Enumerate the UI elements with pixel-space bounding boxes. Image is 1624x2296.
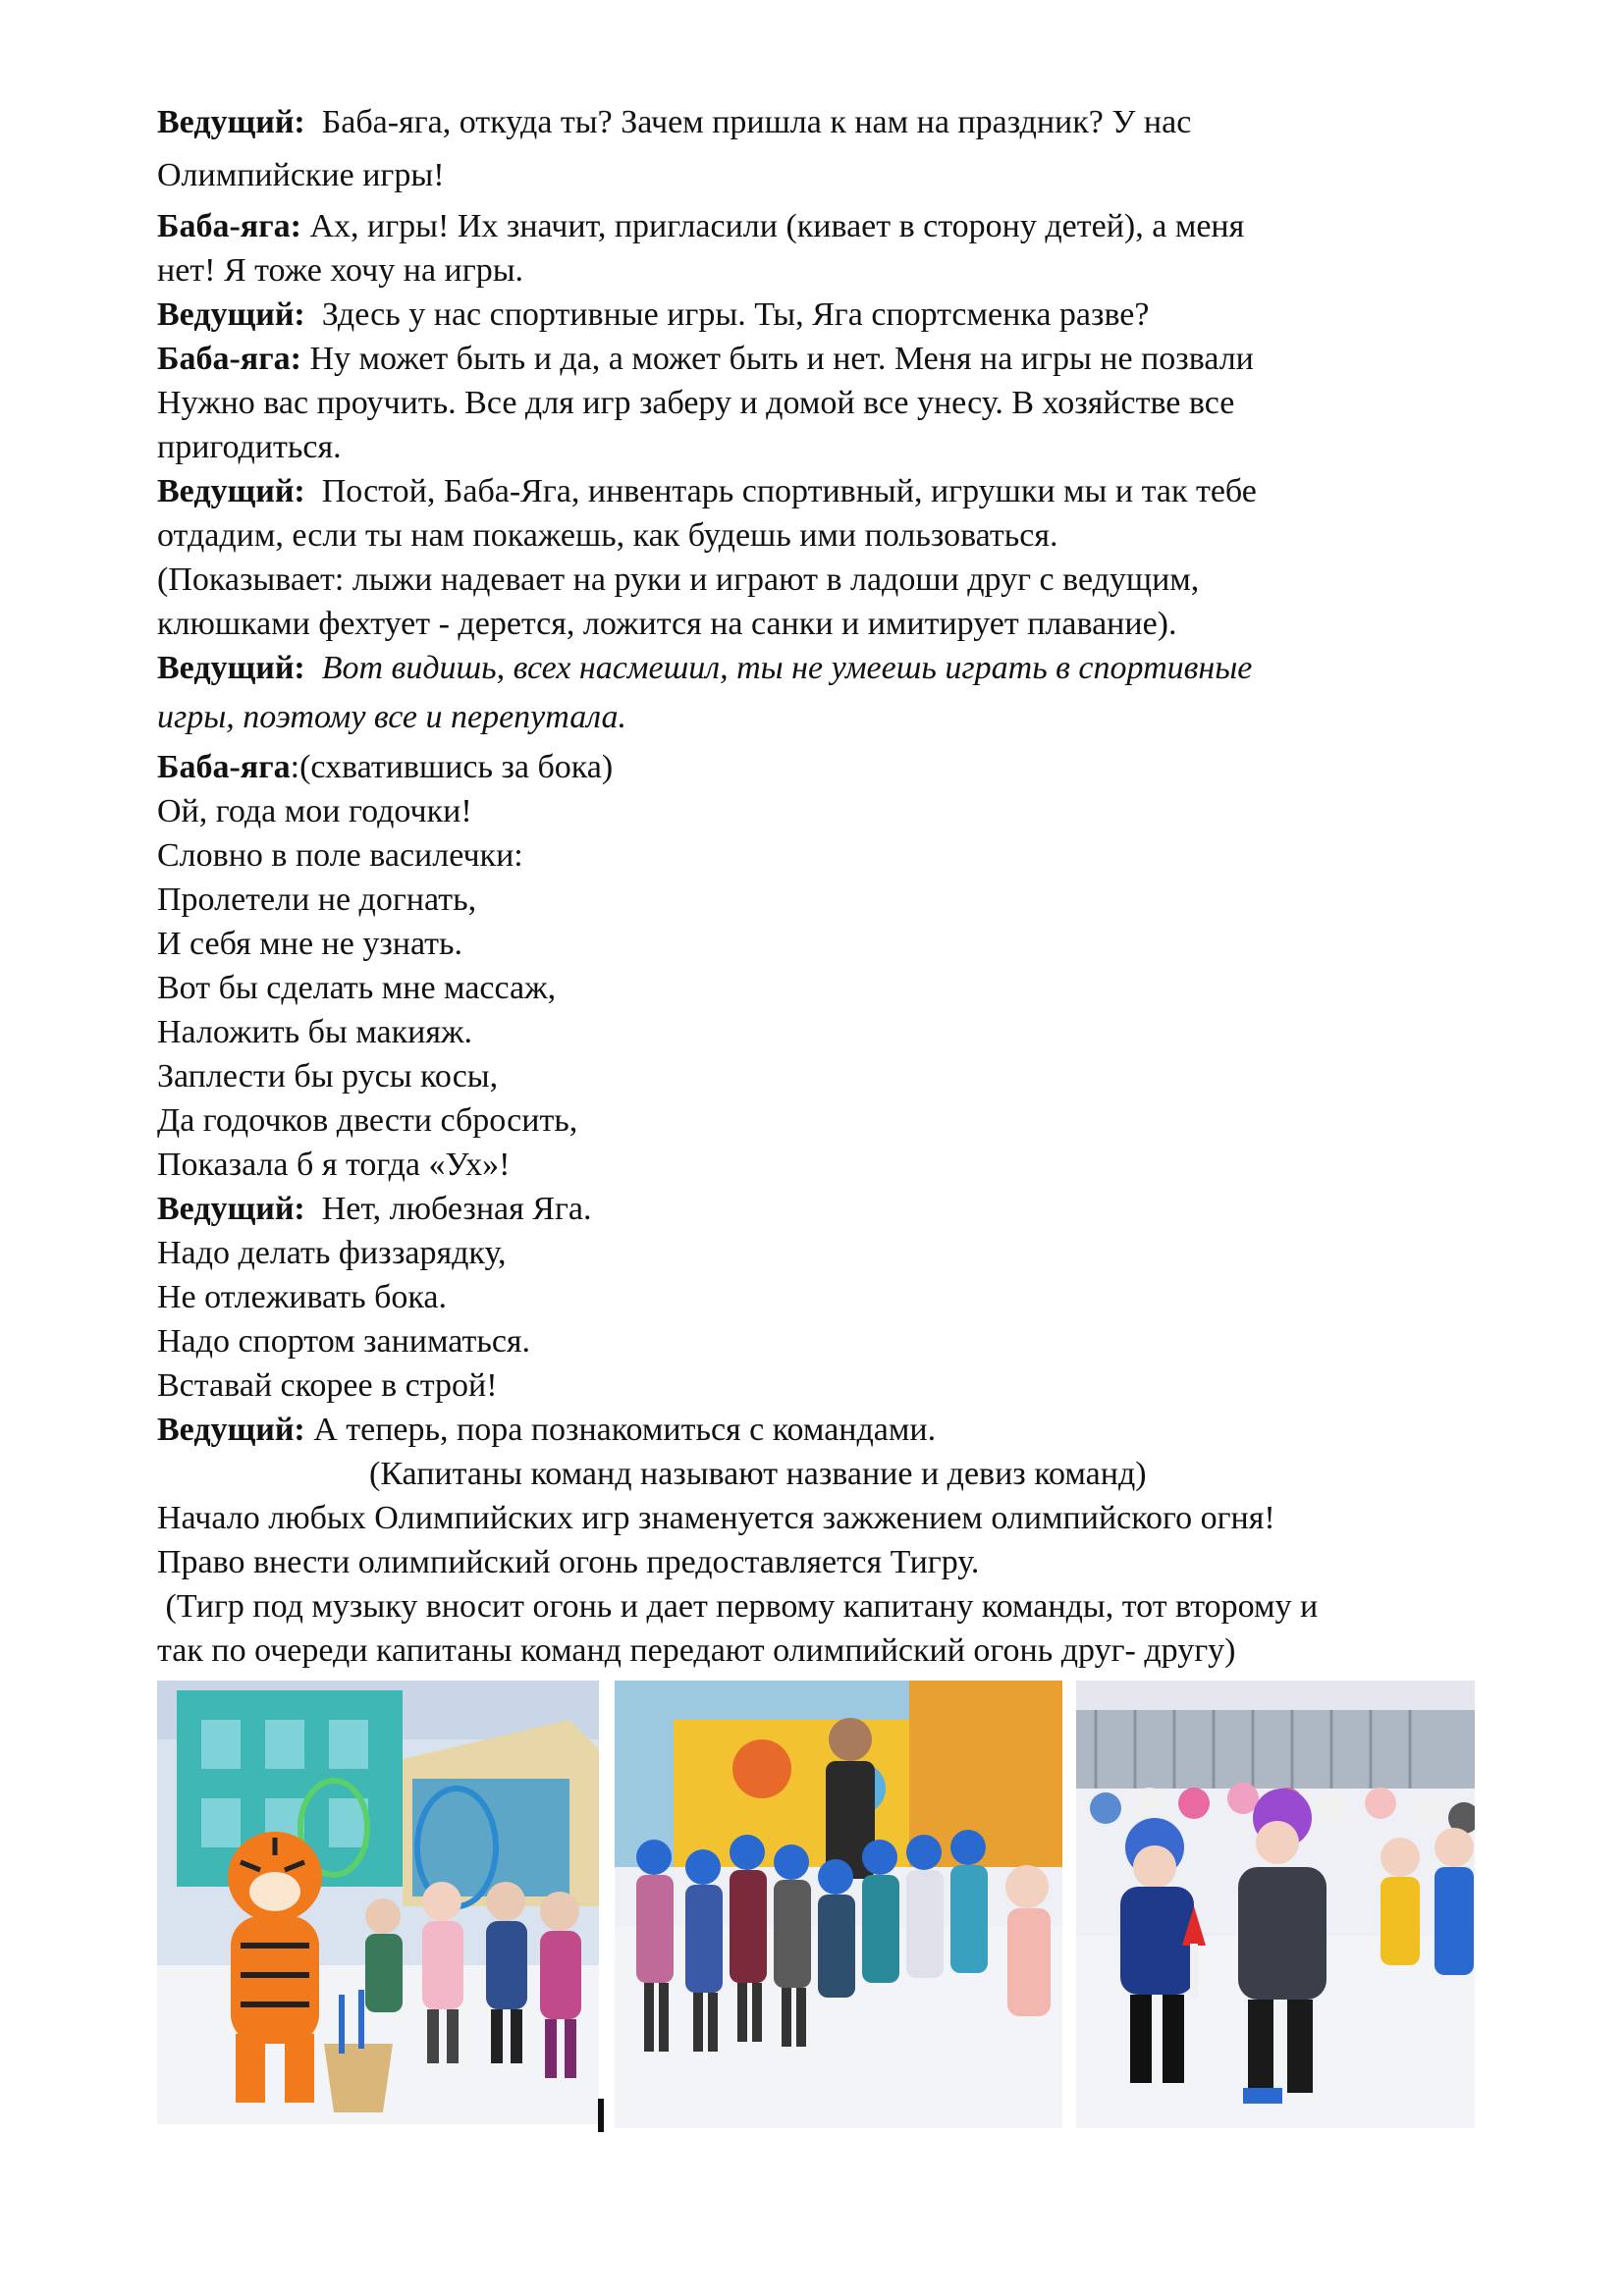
poem-line: Словно в поле василечки: bbox=[157, 837, 523, 874]
torch-passing-photo bbox=[1076, 1681, 1475, 2128]
dialogue-line: игры, поэтому все и перепутала. bbox=[157, 699, 626, 735]
dialogue-line: Баба-яга, откуда ты? Зачем пришла к нам на праздник? У нас bbox=[321, 104, 1192, 140]
dialogue-line: Олимпийские игры! bbox=[157, 157, 445, 193]
paragraph bbox=[157, 204, 1532, 248]
paragraph bbox=[157, 98, 1532, 147]
narration-line: Право внести олимпийский огонь предоставляется Тигру. bbox=[157, 1544, 980, 1580]
dialogue-line: Нет, любезная Яга. bbox=[321, 1191, 592, 1227]
narration-line: Начало любых Олимпийских игр знаменуется зажжением олимпийского огня! bbox=[157, 1500, 1275, 1536]
speaker-label: Ведущий: bbox=[157, 1412, 305, 1448]
paragraph bbox=[157, 1408, 1532, 1452]
poem-line: Ой, года мои годочки! bbox=[157, 793, 472, 829]
poem-line: Показала б я тогда «Ух»! bbox=[157, 1147, 511, 1183]
speaker-label: Ведущий: bbox=[157, 473, 305, 509]
poem-line: Заплести бы русы косы, bbox=[157, 1058, 499, 1095]
poem-line: Пролетели не догнать, bbox=[157, 881, 477, 918]
children-group-photo bbox=[615, 1681, 1062, 2128]
speaker-label: Баба-яга: bbox=[157, 341, 301, 377]
speaker-label: Баба-яга bbox=[157, 749, 291, 785]
stage-direction: (Капитаны команд называют название и девиз команд) bbox=[369, 1456, 1147, 1492]
poem-line: Надо делать физзарядку, bbox=[157, 1235, 507, 1271]
paragraph bbox=[157, 293, 1532, 337]
dialogue-line: Нужно вас проучить. Все для игр заберу и домой все унесу. В хозяйстве все bbox=[157, 385, 1235, 421]
paragraph bbox=[157, 646, 1532, 690]
stray-mark bbox=[598, 2099, 604, 2132]
speaker-label: Ведущий: bbox=[157, 650, 305, 686]
stage-direction: клюшками фехтует - дерется, ложится на санки и имитирует плавание). bbox=[157, 606, 1177, 642]
tiger-mascot-photo bbox=[157, 1681, 599, 2124]
dialogue-line: нет! Я тоже хочу на игры. bbox=[157, 252, 524, 289]
speaker-label: Ведущий: bbox=[157, 104, 305, 140]
poem-line: Вот бы сделать мне массаж, bbox=[157, 970, 557, 1006]
dialogue-line: Ах, игры! Их значит, пригласили (кивает в сторону детей), а меня bbox=[309, 208, 1245, 244]
dialogue-line: Постой, Баба-Яга, инвентарь спортивный, игрушки мы и так тебе bbox=[321, 473, 1257, 509]
dialogue-line: Вот видишь, всех насмешил, ты не умеешь играть в спортивные bbox=[321, 650, 1253, 686]
stage-direction: :(схватившись за бока) bbox=[290, 749, 614, 785]
stage-direction: (Тигр под музыку вносит огонь и дает первому капитану команды, тот второму и bbox=[157, 1588, 1319, 1625]
dialogue-line: Ну может быть и да, а может быть и нет. Меня на игры не позвали bbox=[309, 341, 1254, 377]
dialogue-line: А теперь, пора познакомиться с командами. bbox=[313, 1412, 937, 1448]
speaker-label: Баба-яга: bbox=[157, 208, 301, 244]
poem-line: Надо спортом заниматься. bbox=[157, 1323, 531, 1360]
paragraph bbox=[157, 745, 1532, 789]
paragraph bbox=[157, 337, 1532, 381]
poem-line: И себя мне не узнать. bbox=[157, 926, 463, 962]
poem-line: Не отлеживать бока. bbox=[157, 1279, 448, 1315]
dialogue-line: отдадим, если ты нам покажешь, как будешь ими пользоваться. bbox=[157, 517, 1058, 554]
paragraph bbox=[157, 469, 1532, 513]
speaker-label: Ведущий: bbox=[157, 1191, 305, 1227]
dialogue-line: пригодиться. bbox=[157, 429, 342, 465]
dialogue-line: Здесь у нас спортивные игры. Ты, Яга спортсменка разве? bbox=[321, 296, 1150, 333]
speaker-label: Ведущий: bbox=[157, 296, 305, 333]
stage-direction: так по очереди капитаны команд передают олимпийский огонь друг- другу) bbox=[157, 1632, 1236, 1669]
stage-direction: (Показывает: лыжи надевает на руки и играют в ладоши друг с ведущим, bbox=[157, 561, 1200, 598]
poem-line: Да годочков двести сбросить, bbox=[157, 1102, 578, 1139]
poem-line: Наложить бы макияж. bbox=[157, 1014, 472, 1050]
poem-line: Вставай скорее в строй! bbox=[157, 1367, 498, 1404]
script-text bbox=[157, 98, 1532, 1673]
paragraph bbox=[157, 1187, 1532, 1231]
